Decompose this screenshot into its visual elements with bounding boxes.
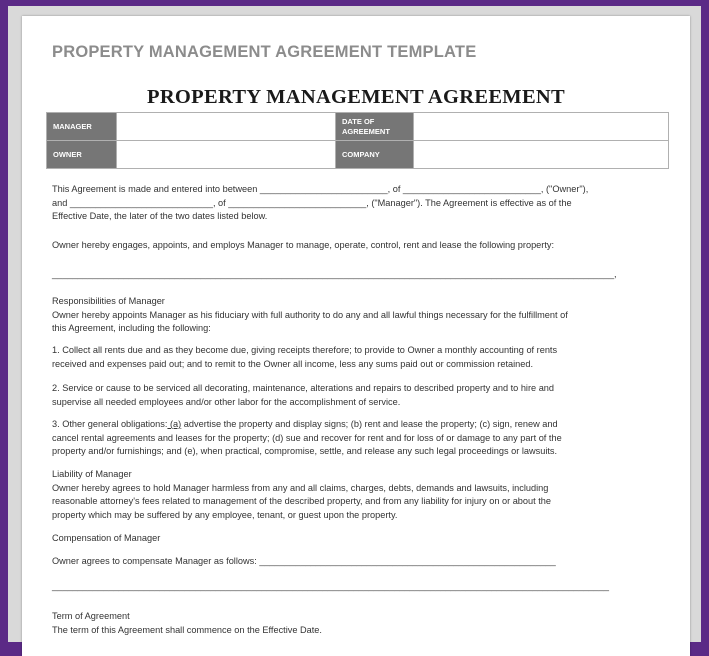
document-title: PROPERTY MANAGEMENT AGREEMENT xyxy=(147,86,565,108)
item-1-line-1: 1. Collect all rents due and as they become due, giving receipts therefore; to provide to Owner a monthly accounting of rents xyxy=(52,345,558,355)
owner-label: OWNER xyxy=(47,141,117,169)
property-blank-line xyxy=(52,268,662,282)
liability-heading: Liability of Manager xyxy=(52,469,132,479)
compensation-line-2: _____________________________________________________________________________________________________________ xyxy=(52,581,609,591)
compensation-blank xyxy=(52,580,662,594)
date-field[interactable] xyxy=(414,113,669,141)
document-frame xyxy=(8,6,701,642)
compensation-heading-block xyxy=(52,532,662,546)
item-1-line-2: received and expenses paid out; and to remit to the Owner all income, less any sums paid out or commission retained. xyxy=(52,358,534,369)
item-3-lead: 3. Other general obligations: xyxy=(52,419,168,429)
intro-paragraph xyxy=(52,183,662,224)
item-1 xyxy=(52,344,662,371)
term-line-1: The term of this Agreement shall commence on the Effective Date. xyxy=(52,624,322,635)
item-2 xyxy=(52,382,662,409)
owner-field[interactable] xyxy=(117,141,336,169)
item-3-a: (a) xyxy=(167,419,182,429)
compensation-heading: Compensation of Manager xyxy=(52,533,161,543)
property-blank: ______________________________________________________________________________________________________________, xyxy=(52,269,617,279)
header-table xyxy=(46,112,669,169)
term-section xyxy=(52,610,662,637)
item-3-line-1 xyxy=(52,418,662,432)
item-3 xyxy=(52,418,662,459)
item-3-line-3: property and/or furnishings; and (e), when practical, compromise, settle, and release any such legal proceedings or lawsuits. xyxy=(52,446,558,456)
liability-line-2: reasonable attorney's fees related to management of the described property, and from any liability for injury on or about the xyxy=(52,496,552,506)
responsibilities-line-1: Owner hereby appoints Manager as his fiduciary with full authority to do any and all lawful things necessary for the fulfillment of xyxy=(52,309,568,320)
item-2-line-1: 2. Service or cause to be serviced all decorating, maintenance, alterations and repairs to described property and to hire and xyxy=(52,383,555,393)
term-heading: Term of Agreement xyxy=(52,611,130,621)
manager-field[interactable] xyxy=(117,113,336,141)
document-page xyxy=(22,16,690,656)
company-label: COMPANY xyxy=(336,141,414,169)
item-2-line-2: supervise all needed employees and/or other labor for the accomplishment of service. xyxy=(52,396,401,407)
responsibilities-section xyxy=(52,295,662,336)
header-row-manager xyxy=(47,113,669,141)
date-label-line1: DATE OF xyxy=(342,116,375,126)
header-row-owner xyxy=(47,141,669,169)
intro-line-1: This Agreement is made and entered into between _________________________, of ___________________________, ("Owner"), xyxy=(52,184,589,194)
item-3-line-2: cancel rental agreements and leases for the property; (d) sue and recover for rent and for loss of or damage to any part of the xyxy=(52,432,562,443)
liability-section xyxy=(52,468,662,522)
responsibilities-line-2: this Agreement, including the following: xyxy=(52,323,211,333)
date-label-line2: AGREEMENT xyxy=(342,126,390,136)
manager-label: MANAGER xyxy=(47,113,117,141)
engage-paragraph xyxy=(52,239,662,253)
item-3-rest: advertise the property and display signs; (b) rent and lease the property; (c) sign, renew and xyxy=(181,419,558,429)
compensation-terms xyxy=(52,555,662,569)
liability-line-1: Owner hereby agrees to hold Manager harmless from any and all claims, charges, debts, demands and lawsuits, including xyxy=(52,482,549,493)
intro-line-2: and ____________________________, of ___________________________, ("Manager"). The Agreement is effective as of the xyxy=(52,197,572,208)
compensation-line-1: Owner agrees to compensate Manager as follows: __________________________________________________________ xyxy=(52,556,556,566)
intro-line-3: Effective Date, the later of the two dates listed below. xyxy=(52,211,268,221)
date-label xyxy=(336,113,414,141)
engage-line: Owner hereby engages, appoints, and employs Manager to manage, operate, control, rent and lease the following property: xyxy=(52,240,555,250)
template-title: PROPERTY MANAGEMENT AGREEMENT TEMPLATE xyxy=(52,43,477,61)
liability-line-3: property which may be suffered by any employee, tenant, or guest upon the property. xyxy=(52,509,398,520)
responsibilities-heading: Responsibilities of Manager xyxy=(52,296,165,306)
company-field[interactable] xyxy=(414,141,669,169)
